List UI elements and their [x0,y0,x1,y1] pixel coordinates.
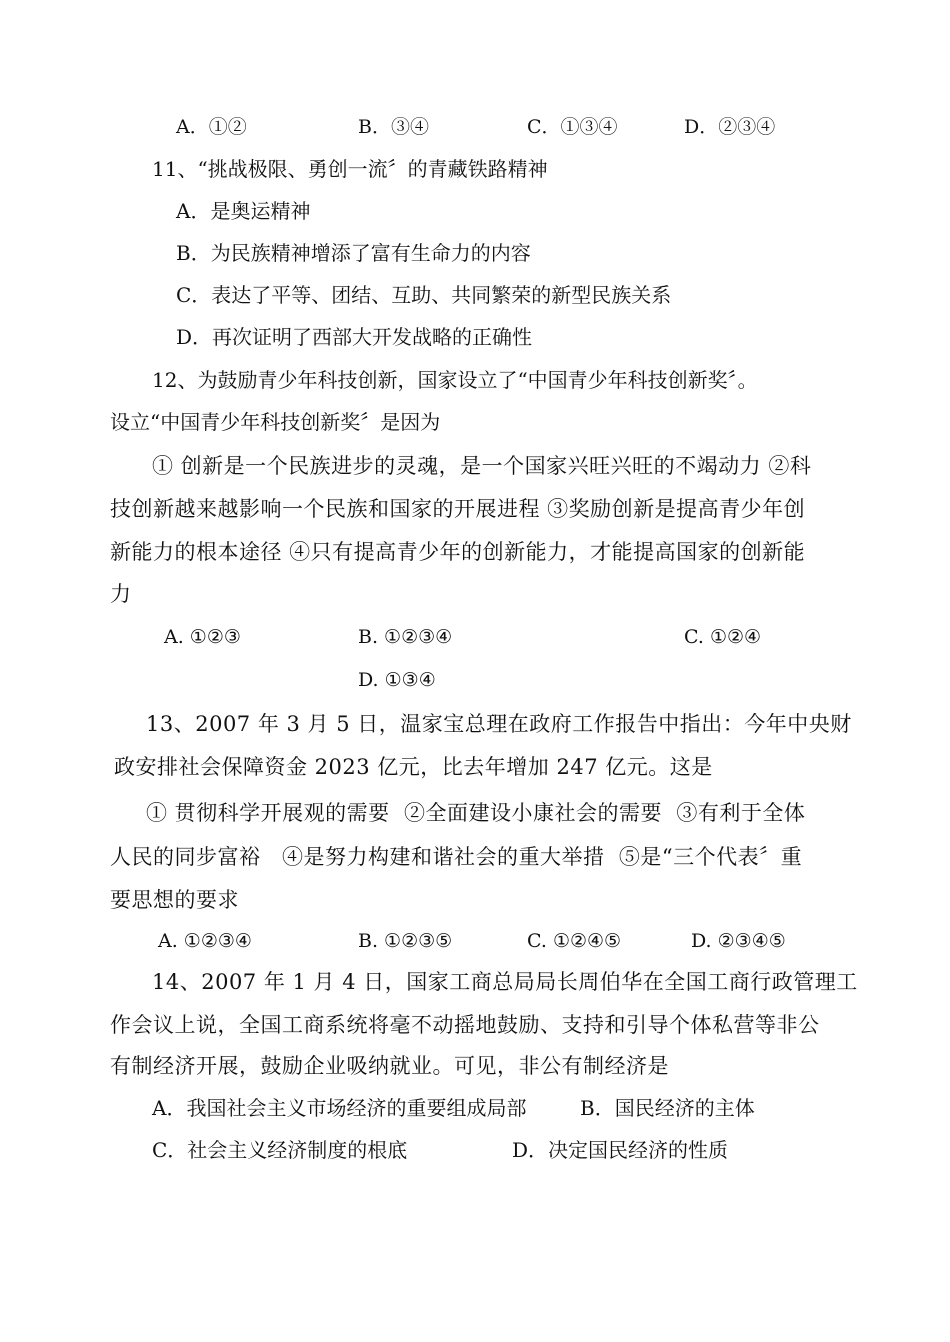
q12-body-line-3: 新能力的根本途径 ④只有提高青少年的创新能力，才能提高国家的创新能 [110,540,806,564]
q13-option-b: B. ①②③⑤ [358,930,453,952]
q10-option-d: D．②③④ [684,116,776,138]
q12-option-c: C. ①②④ [684,626,762,648]
q13-stem-line-1: 13、2007 年 3 月 5 日，温家宝总理在政府工作报告中指出：今年中央财 [146,712,852,736]
q13-stem-line-2: 政安排社会保障资金 2023 亿元，比去年增加 247 亿元。这是 [114,755,713,779]
q14-stem-line-3: 有制经济开展，鼓励企业吸纳就业。可见，非公有制经济是 [110,1054,669,1078]
q13-option-c: C. ①②④⑤ [527,930,622,952]
q11-option-a: A．是奥运精神 [176,199,311,223]
q14-option-c: C．社会主义经济制度的根底 [152,1138,408,1162]
q14-option-b: B．国民经济的主体 [580,1096,755,1120]
q11-option-b: B．为民族精神增添了富有生命力的内容 [176,241,531,265]
q11-option-c: C．表达了平等、团结、互助、共同繁荣的新型民族关系 [176,283,672,307]
q13-option-a: A. ①②③④ [158,930,252,952]
q14-stem-line-1: 14、2007 年 1 月 4 日，国家工商总局局长周伯华在全国工商行政管理工 [152,970,858,994]
q11-option-d: D．再次证明了西部大开发战略的正确性 [176,325,533,349]
q14-option-a: A．我国社会主义市场经济的重要组成局部 [152,1096,527,1120]
q14-option-d: D．决定国民经济的性质 [512,1138,729,1162]
q11-stem: 11、“挑战极限、勇创一流〞的青藏铁路精神 [152,157,548,181]
q10-option-b: B．③④ [358,116,429,138]
q12-body-line-2: 技创新越来越影响一个民族和国家的开展进程 ③奖励创新是提高青少年创 [110,497,806,521]
q13-body-line-2: 人民的同步富裕 ④是努力构建和谐社会的重大举措 ⑤是“三个代表〞重 [110,845,803,869]
q14-stem-line-2: 作会议上说，全国工商系统将毫不动摇地鼓励、支持和引导个体私营等非公 [110,1013,820,1037]
q12-stem-line-1: 12、为鼓励青少年科技创新，国家设立了“中国青少年科技创新奖〞。 [152,368,758,392]
q12-option-d: D. ①③④ [358,669,436,691]
q12-body-line-1: ① 创新是一个民族进步的灵魂，是一个国家兴旺兴旺的不竭动力 ②科 [152,454,812,478]
q10-option-c: C．①③④ [527,116,618,138]
q13-body-line-1: ① 贯彻科学开展观的需要 ②全面建设小康社会的需要 ③有利于全体 [146,801,806,825]
q12-option-b: B. ①②③④ [358,626,453,648]
q10-option-a: A．①② [176,116,247,138]
q12-body-line-4: 力 [110,582,132,606]
q13-body-line-3: 要思想的要求 [110,888,239,912]
q12-stem-line-2: 设立“中国青少年科技创新奖〞是因为 [110,410,441,434]
q13-option-d: D. ②③④⑤ [691,930,786,952]
q12-option-a: A. ①②③ [164,626,241,648]
